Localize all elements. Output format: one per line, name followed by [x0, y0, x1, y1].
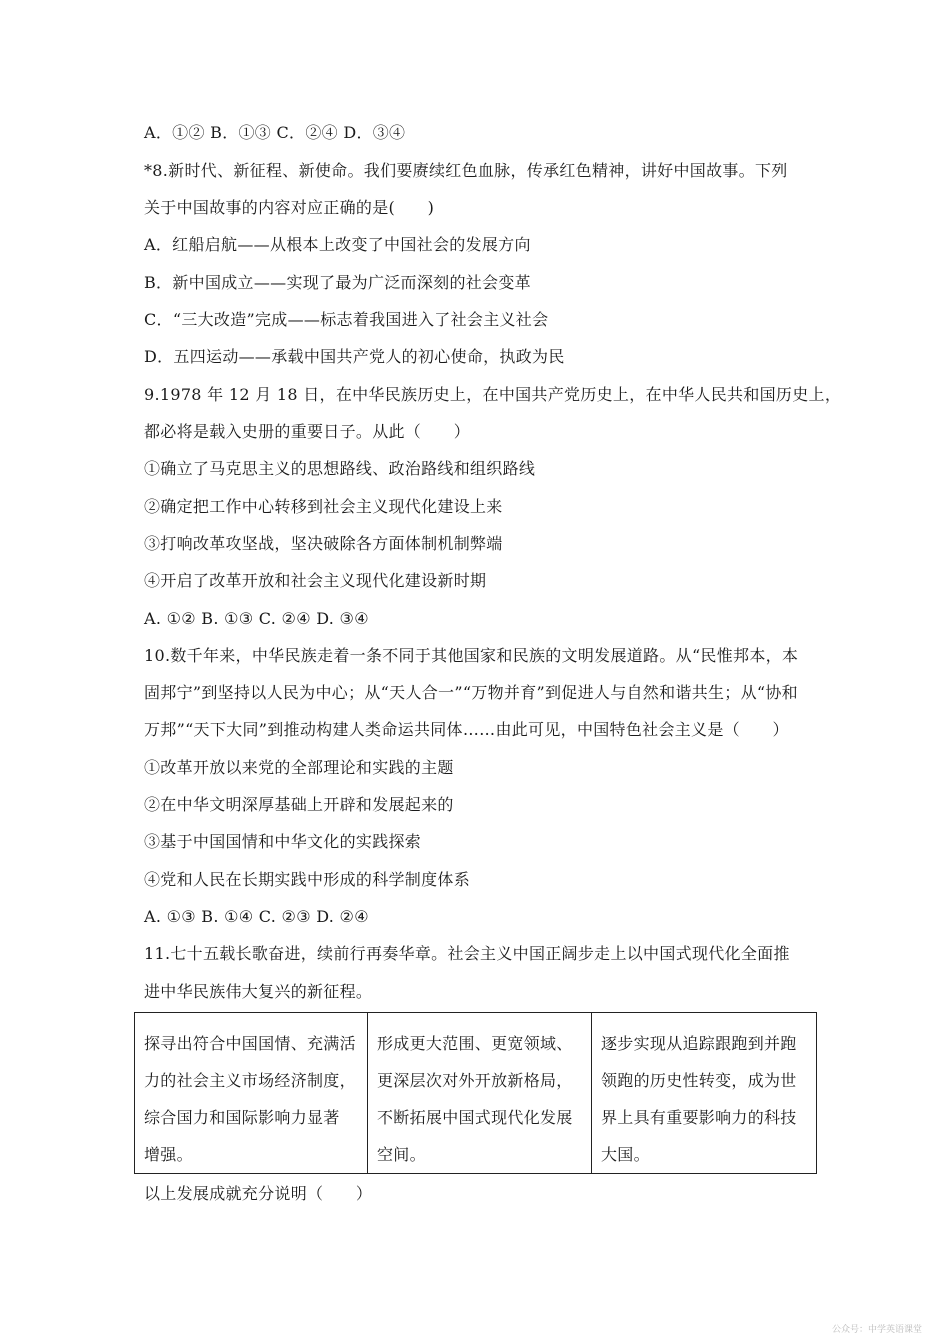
q9-item1: ①确立了马克思主义的思想路线、政治路线和组织路线: [144, 459, 536, 478]
cell-line: 大国。: [601, 1145, 650, 1164]
q10-item3: ③基于中国国情和中华文化的实践探索: [144, 832, 422, 851]
q10-item2: ②在中华文明深厚基础上开辟和发展起来的: [144, 795, 454, 814]
cell-line: 不断拓展中国式现代化发展: [377, 1108, 573, 1127]
q8-stem-line1: *8.新时代、新征程、新使命。我们要赓续红色血脉，传承红色精神，讲好中国故事。下列: [144, 161, 788, 180]
q11-stem-line2: 进中华民族伟大复兴的新征程。: [144, 982, 373, 1001]
table-cell-opening-up: [368, 1013, 592, 1174]
table-row: [135, 1013, 817, 1174]
q10-stem-line3: 万邦”“天下大同”到推动构建人类命运共同体……由此可见，中国特色社会主义是（ ）: [144, 720, 789, 739]
q8-option-d: D．五四运动——承载中国共产党人的初心使命，执政为民: [144, 347, 565, 366]
q8-option-a: A．红船启航——从根本上改变了中国社会的发展方向: [144, 235, 531, 254]
cell-line: 力的社会主义市场经济制度，: [144, 1071, 356, 1090]
cell-line: 界上具有重要影响力的科技: [601, 1108, 797, 1127]
achievements-table: [134, 1012, 817, 1174]
cell-line: 综合国力和国际影响力显著: [144, 1108, 340, 1127]
table-cell-technology: [592, 1013, 817, 1174]
q10-stem-line2: 固邦宁”到坚持以人民为中心；从“天人合一”“万物并育”到促进人与自然和谐共生；从“协和: [144, 683, 798, 702]
cell-line: 领跑的历史性转变，成为世: [601, 1071, 797, 1090]
cell-line: 逐步实现从追踪跟跑到并跑: [601, 1034, 797, 1053]
cell-line: 形成更大范围、更宽领域、: [377, 1034, 573, 1053]
q8-stem-line2: 关于中国故事的内容对应正确的是( ): [144, 198, 435, 217]
q7-options: A．①② B．①③ C．②④ D．③④: [144, 123, 406, 142]
cell-line: 探寻出符合中国国情、充满活: [144, 1034, 356, 1053]
q10-item1: ①改革开放以来党的全部理论和实践的主题: [144, 758, 454, 777]
q8-option-c: C．“三大改造”完成——标志着我国进入了社会主义社会: [144, 310, 549, 329]
q9-stem-line1: 9.1978 年 12 月 18 日，在中华民族历史上，在中国共产党历史上，在中华人民共和国历史上，: [144, 385, 842, 404]
cell-line: 空间。: [377, 1145, 426, 1164]
q9-item3: ③打响改革攻坚战，坚决破除各方面体制机制弊端: [144, 534, 503, 553]
q9-item2: ②确定把工作中心转移到社会主义现代化建设上来: [144, 497, 503, 516]
q10-stem-line1: 10.数千年来，中华民族走着一条不同于其他国家和民族的文明发展道路。从“民惟邦本，本: [144, 646, 799, 665]
q8-option-b: B．新中国成立——实现了最为广泛而深刻的社会变革: [144, 273, 531, 292]
q9-options: A. ①② B. ①③ C. ②④ D. ③④: [144, 609, 369, 628]
q11-after-table: 以上发展成就充分说明（ ）: [144, 1184, 373, 1203]
cell-line: 更深层次对外开放新格局，: [377, 1071, 573, 1090]
q9-item4: ④开启了改革开放和社会主义现代化建设新时期: [144, 571, 487, 590]
watermark: 公众号：中学英语课堂: [831, 1325, 922, 1335]
q10-options: A. ①③ B. ①④ C. ②③ D. ②④: [144, 907, 369, 926]
q11-stem-line1: 11.七十五载长歌奋进，续前行再奏华章。社会主义中国正阔步走上以中国式现代化全面推: [144, 944, 790, 963]
q9-stem-line2: 都必将是载入史册的重要日子。从此（ ）: [144, 422, 471, 441]
q10-item4: ④党和人民在长期实践中形成的科学制度体系: [144, 870, 471, 889]
cell-line: 增强。: [144, 1145, 193, 1164]
table-cell-economy: [135, 1013, 368, 1174]
